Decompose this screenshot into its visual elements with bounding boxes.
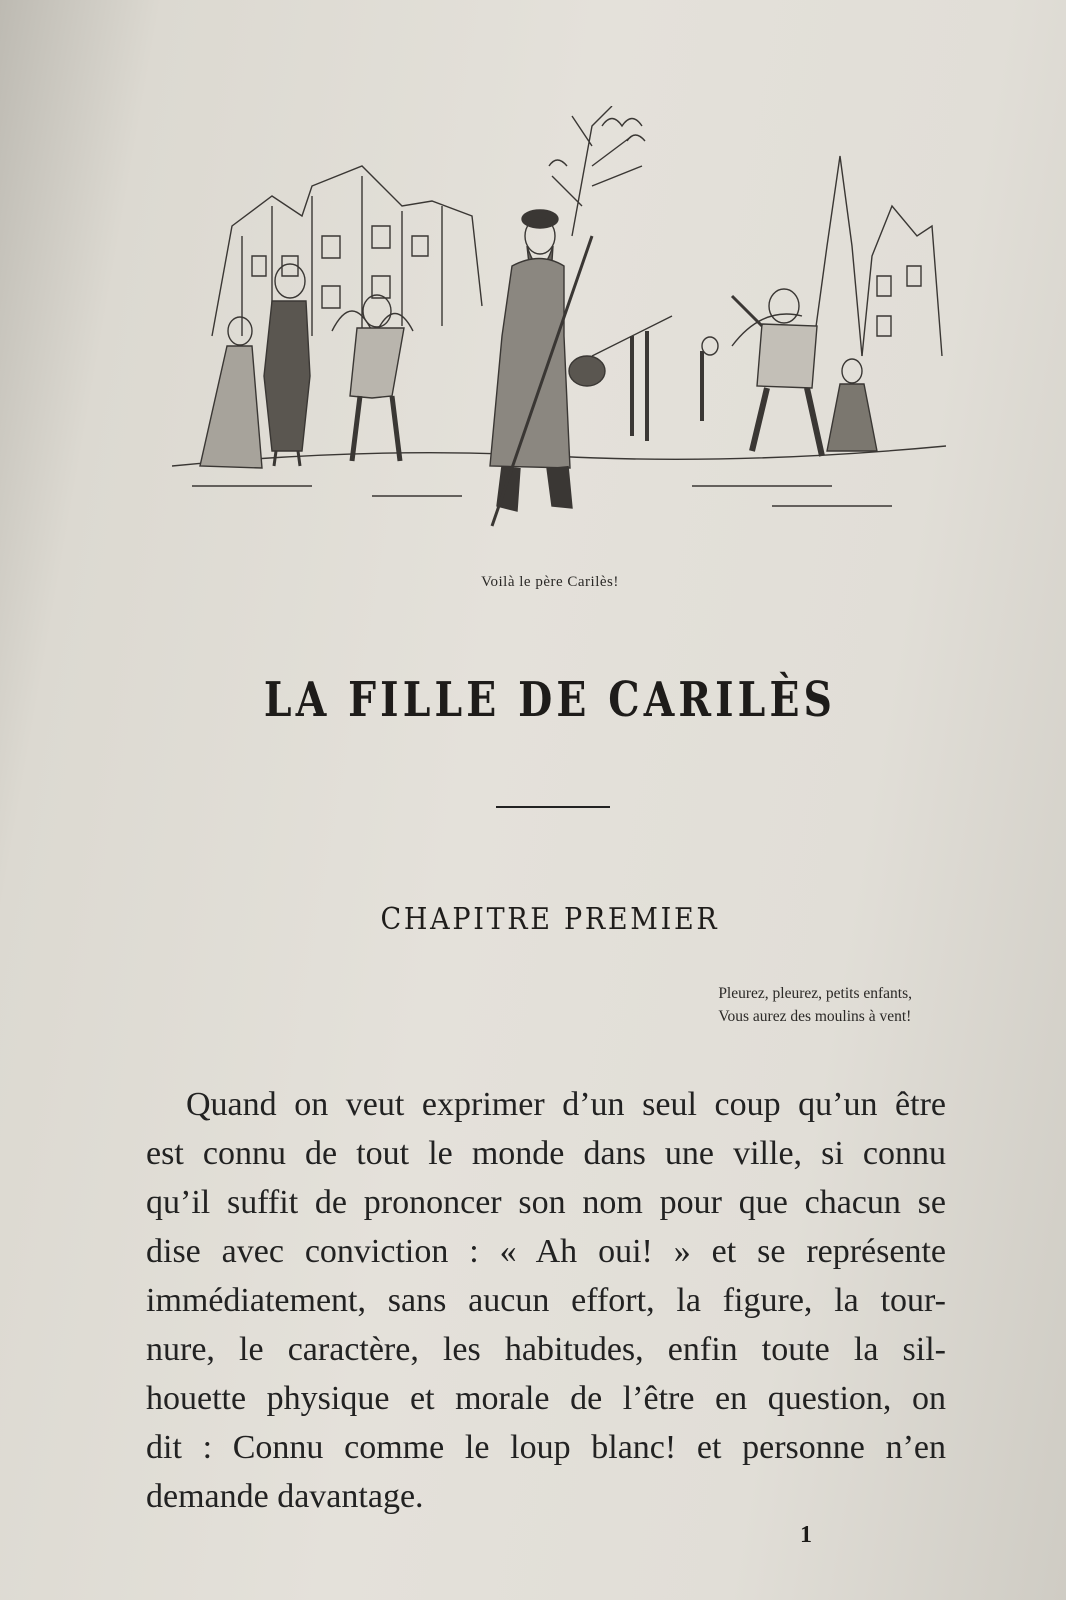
chapter-heading: CHAPITRE PREMIER bbox=[380, 902, 720, 937]
title-rule bbox=[496, 806, 610, 808]
body-line: Quand on veut exprimer d’un seul coup qu’un être bbox=[186, 1086, 946, 1123]
body-line: houette physique et morale de l’être en question, on bbox=[146, 1380, 946, 1417]
epigraph-line: Pleurez, pleurez, petits enfants, bbox=[718, 985, 912, 1002]
epigraph bbox=[718, 982, 912, 1028]
body-line: dit : Connu comme le loup blanc! et personne n’en bbox=[146, 1429, 946, 1466]
page-number: 1 bbox=[800, 1522, 812, 1548]
body-line: immédiatement, sans aucun effort, la figure, la tour- bbox=[146, 1282, 946, 1319]
illustration-caption: Voilà le père Carilès! bbox=[481, 574, 619, 590]
body-line: dise avec conviction : « Ah oui! » et se représente bbox=[146, 1233, 946, 1270]
epigraph-line: Vous aurez des moulins à vent! bbox=[718, 1008, 912, 1025]
engraving-illustration bbox=[172, 106, 946, 544]
body-line: est connu de tout le monde dans une ville, si connu bbox=[146, 1135, 946, 1172]
body-line: nure, le caractère, les habitudes, enfin toute la sil- bbox=[146, 1331, 946, 1368]
body-line: qu’il suffit de prononcer son nom pour que chacun se bbox=[146, 1184, 946, 1221]
body-line: demande davantage. bbox=[146, 1478, 424, 1515]
body-text bbox=[146, 1080, 946, 1521]
book-title: LA FILLE DE CARILÈS bbox=[263, 672, 837, 728]
